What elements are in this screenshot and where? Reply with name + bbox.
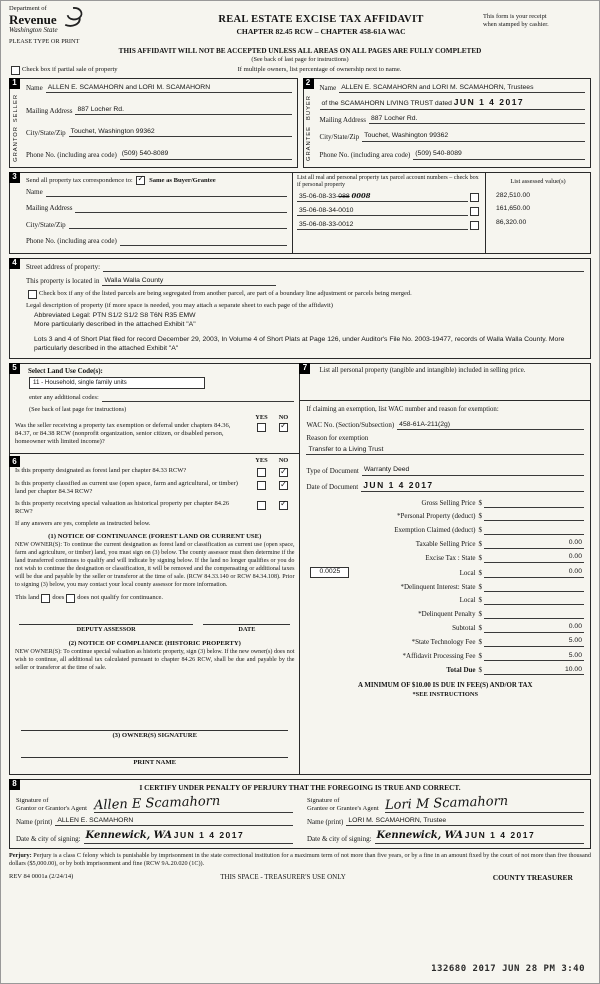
street-address-label: Street address of property: [26,262,101,271]
corr-phone-field[interactable] [120,236,287,246]
seller-side-label: SELLER GRANTOR [12,94,19,162]
does-label: does [52,594,65,602]
subtotal-field[interactable]: 0.00 [484,623,584,632]
seller-address-field[interactable]: 887 Locher Rd. [75,105,291,115]
segregated-label: Check box if any of the listed parcels are being segregated from another parcel, are part of a boundary line adjustment or parcels being merged. [39,290,412,298]
parcel-row [297,192,481,202]
warning-line: THIS AFFIDAVIT WILL NOT BE ACCEPTED UNLESS ALL AREAS ON ALL PAGES ARE FULLY COMPLETED [118,46,482,55]
grantor-city-ink: Kennewick, WA [85,830,173,842]
gross-selling-price-field[interactable] [484,499,584,508]
buyer-address-label: Mailing Address [319,115,366,124]
check-icon: ✓ [280,479,287,489]
grantor-signature-label: Signature of [16,797,49,805]
seller-city-field[interactable]: Touchet, Washington 99362 [69,127,292,137]
date-of-document-field[interactable] [361,480,584,492]
land-use-code-select[interactable]: 11 - Household, single family units [29,377,205,389]
section-6-designation [10,454,299,773]
located-in-label: This property is located in [26,277,100,286]
corr-address-field[interactable] [75,203,287,213]
notice-continuance-body: NEW OWNER(S): To continue the current designation as forest land or classification as current use (open space, farm and agriculture, or timber) land, you must sign on (3) below. The county assessor must then determine if the land transferred continues to qualify and will indicate by signing below. If the land no longer qualifies or you do not wish to continue the designation or classification, it will be removed and the compensating or additional taxes will be due and payable by the seller or transferor at the time of sale. (RCW 84.33.140 or RCW 84.34.108). Prior to signing (3) below, you may contact your local county assessor for more information. [15,542,295,588]
seller-section [9,78,298,168]
deputy-date-field[interactable] [203,615,290,625]
delinquent-interest-state-field[interactable] [484,583,584,592]
money-label: Local [459,596,476,605]
form-title: REAL ESTATE EXCISE TAX AFFIDAVIT [218,14,424,25]
more-described-note: More particularly described in the attached Exhibit "A" [34,320,196,328]
no-header: NO [278,457,289,465]
section-3-badge: 3 [9,172,20,183]
corr-name-label: Name [26,188,43,197]
parcel-row [297,220,481,230]
deputy-assessor-signature-field[interactable] [19,615,193,625]
receipt-note-line1: This form is your receipt [483,13,547,20]
buyer-side-label: BUYER GRANTEE [306,95,313,161]
affidavit-processing-fee-field[interactable]: 5.00 [484,652,584,661]
grantor-date-city-field[interactable] [84,830,293,844]
check-icon: ✓ [137,174,145,184]
money-label: *Personal Property (deduct) [396,512,476,521]
form-revision-number: REV 84 0001a (2/24/14) [9,873,74,881]
section-4-property [9,258,591,359]
same-as-buyer-checkbox[interactable] [136,176,145,185]
qualify-label: qualify for continuance. [100,594,164,602]
s5-yes-checkbox[interactable] [257,423,266,432]
excise-tax-state-field[interactable]: 0.00 [484,553,584,562]
does-checkbox[interactable] [41,594,50,603]
perjury-notice: Perjury: Perjury is a class C felony which is punishable by imprisonment in the state correctional institution for a maximum term of not more than five years, or by a fine in an amount fixed by the court of not more than five thousand dollars ($5,000.00), or by both imprisonment and fine (RCW 9A.20.020 (1C)). [9,851,591,868]
parcel-0-personal-checkbox[interactable] [470,193,479,202]
notice-compliance-title: (2) NOTICE OF COMPLIANCE (HISTORIC PROPERTY) [68,639,241,647]
owners-signature-field[interactable] [21,719,288,731]
excise-tax-local-field[interactable]: 0.00 [484,568,584,577]
personal-property-header: List all personal property (tangible and intangible) included in selling price. [319,366,526,374]
logo-revenue-text: Revenue [9,12,57,28]
minimum-due-note: A MINIMUM OF $10.00 IS DUE IN FEE(S) AND/OR TAX [358,681,533,689]
q2-yes-checkbox[interactable] [257,481,266,490]
grantee-date-stamp: JUN 1 4 2017 [464,830,536,841]
grantor-date-city-label: Date & city of signing: [16,835,81,844]
same-as-buyer-label: Same as Buyer/Grantee [149,176,216,184]
treasurer-receipt-stamp: 132680 2017 JUN 28 PM 3:40 [431,963,585,974]
section-3-correspondence [9,172,591,254]
dor-logo-swirl-icon [61,5,85,29]
personal-property-deduct-field[interactable] [484,512,584,521]
parcel-0-field[interactable]: 35-06-08-33-088 0008 [297,192,468,202]
q1-yes-checkbox[interactable] [257,468,266,477]
buyer-phone-label: Phone No. (including area code) [319,150,411,159]
assessed-values-header: List assessed value(s) [510,177,566,185]
if-yes-note: If any answers are yes, complete as instructed below. [15,519,151,527]
treasurer-space-label: THIS SPACE - TREASURER'S USE ONLY [220,873,346,882]
street-address-field[interactable] [103,262,584,272]
total-due-field[interactable]: 10.00 [484,666,584,675]
section-7-tax: 7 List all personal property (tangible and intangible) included in selling price. If claiming an exemption, list WAC number and reason for exemption: WAC No. (Section/Subsection) 458-61A-211(2g) Reason for exemption Transfer to a Living Trust Type of Document Warranty Deed Date of Document JUN 1 4 2017 Gross Selling Price $ *Personal Property (deduct) $ Exemption Claimed (deduct) $ Taxable Selling Price $ 0.00 Excise Tax : State $ 0.00 0.0025 Local $ 0.00 *Delinquent Interest: State $ Local $ *Delinquent Penalty $ Subtotal $ 0.00 *State Technology Fee $ 5.00 *Affidavit Processing Fee $ 5.00 Total Due $ 10.00 A MINIMUM OF $10.00 IS DUE IN FEE(S) AND/OR TAX *SEE INSTRUCTIONS [300,364,590,774]
check-icon: ✓ [280,421,287,431]
grantee-date-city-label: Date & city of signing: [307,835,372,844]
notice-continuance-title: (1) NOTICE OF CONTINUANCE (FOREST LAND OR CURRENT USE) [48,532,262,540]
section-5-land-use [10,364,299,455]
taxable-selling-price-field[interactable]: 0.00 [484,539,584,548]
located-county-field[interactable]: Walla Walla County [102,276,276,286]
money-label: Total Due [446,666,476,675]
grantee-city-ink: Kennewick, WA [376,830,464,842]
money-label: *Delinquent Penalty [418,610,476,618]
receipt-note-line2: when stamped by cashier. [483,21,549,28]
parcel-2-personal-checkbox[interactable] [470,221,479,230]
notice-compliance-body: NEW OWNER(S): To continue special valuation as historic property, sign (3) below. If the new owner(s) does not wish to continue, all additional tax calculated pursuant to chapter 84.26 RCW, shall be due and payable by the seller or transferor at the time of sale. [15,649,295,671]
money-label: Local [459,569,476,578]
certify-statement: I CERTIFY UNDER PENALTY OF PERJURY THAT THE FOREGOING IS TRUE AND CORRECT. [139,782,461,792]
section-8-certification [9,779,591,849]
corr-name-field[interactable] [46,187,287,197]
buyer-city-label: City/State/Zip [319,133,360,142]
grantee-signature-label: Signature of [307,797,340,805]
logo-dept-text: Department of [9,5,47,12]
reason-exemption-field[interactable]: Transfer to a Living Trust [306,445,584,455]
additional-codes-field[interactable] [102,392,295,402]
receipt-note [483,5,591,29]
q2-no-checkbox[interactable] [279,481,288,490]
q3-yes-checkbox[interactable] [257,501,266,510]
seller-phone-field[interactable]: (509) 540-8089 [120,149,292,159]
type-of-document-field[interactable]: Warranty Deed [362,465,584,475]
section5-see-back: (See back of last page for instructions) [29,406,127,414]
historic-property-question: Is this property receiving special valuation as historical property per chapter 84.26 RCW? [15,499,230,515]
wac-number-field[interactable]: 458-61A-211(2g) [397,420,584,430]
corr-address-label: Mailing Address [26,204,73,213]
grantee-date-city-field[interactable] [375,830,584,844]
grantor-name-print-label: Name (print) [16,817,53,826]
delinquent-penalty-field[interactable] [484,610,584,619]
section-8-badge: 8 [9,779,20,790]
wac-number-label: WAC No. (Section/Subsection) [306,421,395,430]
q3-no-checkbox[interactable] [279,501,288,510]
owners-signature-label: (3) OWNER(S) SIGNATURE [112,731,198,739]
s5-no-checkbox[interactable] [279,423,288,432]
delinquent-interest-local-field[interactable] [484,596,584,605]
lots-description: Lots 3 and 4 of Short Plat filed for record December 29, 2003, In Volume 4 of Short Plats at Page 126, under Auditor's File No. 2003-19477, records of Walla Walla County. More particularly described in the attached Exhibit "A" [34,336,565,353]
partial-sale-label: Check box if partial sale of property [22,65,118,73]
personal-property-blank-area[interactable] [306,375,584,397]
print-name-field[interactable] [21,746,288,758]
partial-sale-checkbox[interactable] [11,66,20,75]
date-of-document-label: Date of Document [306,482,359,491]
exemption-claim-label: If claiming an exemption, list WAC number and reason for exemption: [306,406,499,414]
see-back-note: (See back of last page for instructions) [251,55,349,63]
logo-state-text: Washington State [9,26,58,35]
no-header: NO [278,413,289,421]
divider [300,400,590,401]
parcel-1-field[interactable]: 35-06-08-34-0010 [297,206,468,216]
buyer-name-label: Name [319,84,337,93]
type-of-document-label: Type of Document [306,467,359,476]
section-6-badge: 6 [9,456,20,467]
grantor-date-stamp: JUN 1 4 2017 [173,830,245,841]
parcel-1-personal-checkbox[interactable] [470,207,479,216]
state-technology-fee-field[interactable]: 5.00 [484,637,584,646]
seller-name-field[interactable]: ALLEN E. SCAMAHORN and LORI M. SCAMAHORN [46,83,292,93]
document-date-stamp: JUN 1 4 2017 [363,479,434,490]
current-use-question: Is this property classified as current use (open space, farm and agricultural, or timber) land per chapter 84.34 RCW? [15,480,238,496]
q1-no-checkbox[interactable] [279,468,288,477]
money-label: Gross Selling Price [421,498,476,507]
local-rate-box: 0.0025 [310,567,349,577]
does-not-label: does not [77,594,100,602]
check-icon: ✓ [280,466,287,476]
grantor-signing-block: Signature of Grantor or Grantor's Agent Allen E Scamahorn Name (print) ALLEN E. SCAMAHORN Date & city of signing: Kennewick, WA JUN 1 4 2017 [16,796,293,844]
multiple-owners-note: If multiple owners, list percentage of ownership next to name. [237,65,402,73]
seller-city-label: City/State/Zip [26,128,66,137]
corr-city-label: City/State/Zip [26,220,66,229]
forest-land-question: Is this property designated as forest land per chapter 84.33 RCW? [15,467,187,475]
grantor-signature-field[interactable] [93,793,293,813]
grantor-name-print-field[interactable]: ALLEN E. SCAMAHORN [55,816,293,826]
section-1-badge: 1 [9,78,20,89]
see-instructions-note: *SEE INSTRUCTIONS [412,691,478,699]
parcel-2-field[interactable]: 35-06-08-33-0012 [297,220,468,230]
grantee-name-print-label: Name (print) [307,817,344,826]
buyer-name-field-line2[interactable]: of the SCAMAHORN LIVING TRUST dated JUN 1 4 2017 [320,97,586,109]
assessed-value-1: 161,650.00 [496,205,531,213]
grantee-signing-block: Signature of Grantee or Grantee's Agent Lori M Scamahorn Name (print) LORI M. SCAMAHORN, Trustee Date & city of signing: Kennewick, WA JUN 1 4 2017 [307,796,584,844]
check-icon: ✓ [280,499,287,509]
buyer-date-stamp: JUN 1 4 2017 [453,97,525,108]
seller-address-label: Mailing Address [26,106,73,115]
money-label: *State Technology Fee [411,638,476,647]
buyer-name-field[interactable]: ALLEN E. SCAMAHORN and LORI M. SCAMAHORN, Trustees [339,83,585,93]
deputy-date-label: DATE [238,625,256,633]
abbreviated-legal: Abbreviated Legal: PTN S1/2 S1/2 S8 T6N R35 EMW [34,312,196,320]
form-header [9,5,591,46]
legal-description-label: Legal description of property (if more space is needed, you may attach a separate sheet to each page of the affidavit) [26,302,333,310]
grantee-signature-ink: Lori M Scamahorn [384,793,509,813]
money-label: Excise Tax : State [425,554,476,563]
land-use-label: Select Land Use Code(s): [28,366,103,375]
grantee-name-print-field[interactable]: LORI M. SCAMAHORN, Trustee [346,816,584,826]
exemption-claimed-field[interactable] [484,526,584,535]
yes-header: YES [255,457,268,465]
county-treasurer-label: COUNTY TREASURER [492,873,573,883]
section-7-badge: 7 [299,363,310,374]
additional-codes-label: enter any additional codes: [29,394,99,401]
section-5-badge: 5 [9,363,20,374]
reason-exemption-label: Reason for exemption [306,434,369,443]
seller-phone-label: Phone No. (including area code) [26,150,117,159]
money-label: Exemption Claimed (deduct) [394,525,476,534]
buyer-section [303,78,592,168]
agency-logo-block [9,5,159,46]
exemption-deferral-question: Was the seller receiving a property tax exemption or deferral under chapters 84.36, 84.37, or 84.38 RCW (nonprofit organization, senior citizen, or disabled person, homeowner with limited income)? [15,421,231,446]
form-chapter: CHAPTER 82.45 RCW – CHAPTER 458-61A WAC [236,27,406,37]
seller-name-label: Name [26,84,43,93]
money-label: Taxable Selling Price [415,540,476,549]
does-not-checkbox[interactable] [66,594,75,603]
deputy-assessor-label: DEPUTY ASSESSOR [76,625,136,633]
assessed-value-0: 282,510.00 [496,191,531,199]
money-label: *Affidavit Processing Fee [402,652,476,661]
grantor-signature-ink: Allen E Scamahorn [93,793,221,813]
yes-header: YES [255,413,268,421]
corr-phone-label: Phone No. (including area code) [26,236,117,245]
please-type-or-print: PLEASE TYPE OR PRINT [9,37,80,45]
assessed-value-2: 86,320.00 [496,218,527,226]
this-land-label: This land [15,594,40,602]
parcel-row [297,206,481,216]
correspondence-label: Send all property tax correspondence to: [26,176,133,184]
segregated-checkbox[interactable] [28,290,37,299]
buyer-address-field[interactable]: 887 Locher Rd. [369,114,585,124]
buyer-phone-field[interactable]: (509) 540-8089 [413,149,585,159]
buyer-city-field[interactable]: Touchet, Washington 99362 [362,131,585,141]
parcel-numbers-header: List all real and personal property tax parcel account numbers – check box if personal property [297,174,479,189]
money-label: Subtotal [452,624,476,633]
print-name-label: PRINT NAME [133,759,177,767]
section-2-badge: 2 [303,78,314,89]
grantee-signature-field[interactable] [384,793,584,813]
section-4-badge: 4 [9,258,20,269]
corr-city-field[interactable] [69,219,287,229]
money-label: *Delinquent Interest: State [400,582,476,591]
